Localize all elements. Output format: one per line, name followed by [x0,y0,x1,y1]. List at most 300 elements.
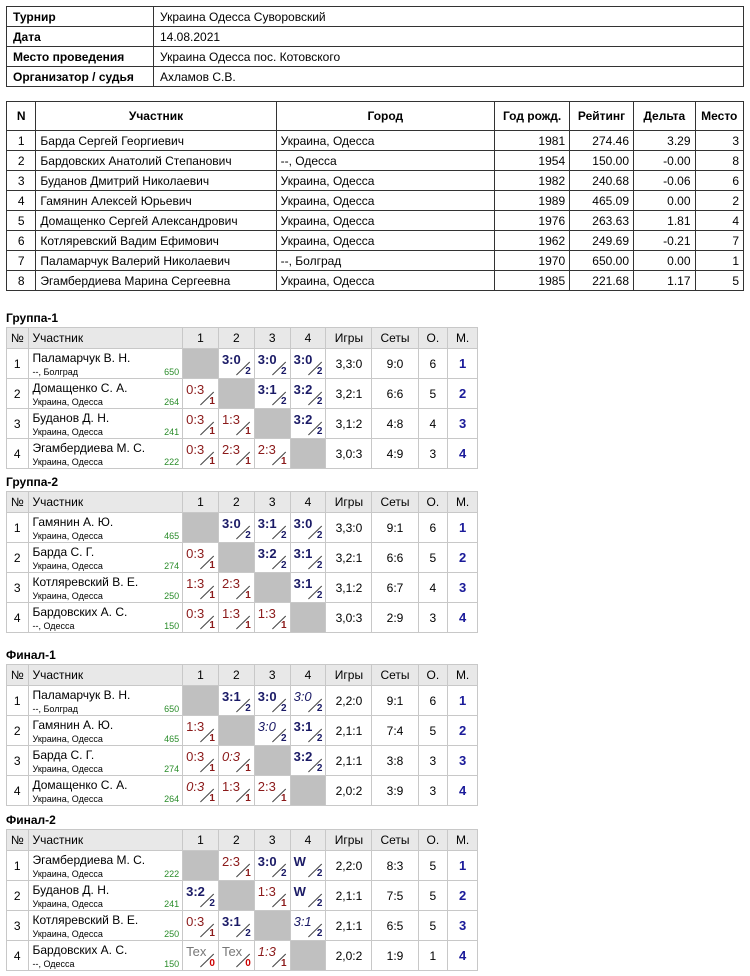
participant-cell: 274.46 [570,131,634,151]
group-player [28,911,183,941]
participant-cell: 1976 [495,211,570,231]
self-cell [218,379,254,409]
points-cell: 4 [418,409,448,439]
player-rating: 250 [164,591,180,601]
match-score: 3:2 [257,546,277,561]
participant-cell: 1.81 [634,211,696,231]
games-cell: 2,1:1 [326,746,372,776]
match-result [183,409,218,438]
group-header-cell: О. [418,830,448,851]
sets-cell: 4:8 [372,409,418,439]
games-cell: 3,2:1 [326,379,372,409]
games-cell: 3,1:2 [326,573,372,603]
match-result [291,543,326,572]
player-city: Украина, Одесса [32,591,103,601]
participant-cell: 1962 [495,231,570,251]
match-cell [218,746,254,776]
participant-cell: 263.63 [570,211,634,231]
place-cell: 2 [448,716,478,746]
match-result [291,513,326,542]
match-points: 1 [281,456,287,467]
group-player [28,716,183,746]
player-city: --, Болград [32,367,79,377]
match-cell [290,409,326,439]
participant-cell: 221.68 [570,271,634,291]
match-result [255,851,290,880]
match-points: 2 [316,763,323,774]
group-row [7,603,478,633]
match-points: 1 [245,456,251,467]
match-cell [290,911,326,941]
group-row [7,881,478,911]
info-row [7,27,744,47]
group-row-number: 3 [7,746,29,776]
group-row [7,349,478,379]
match-result [183,881,218,910]
sets-cell: 9:1 [372,513,418,543]
match-points: 2 [281,366,287,377]
match-points: 2 [281,868,287,879]
match-result [183,439,218,468]
match-points: 2 [281,733,287,744]
player-rating: 650 [164,367,180,377]
match-points: 1 [209,560,215,571]
group-row-number: 2 [7,881,29,911]
match-score: 3:0 [221,516,241,531]
match-points: 1 [209,396,215,407]
group-row-number: 2 [7,543,29,573]
self-cell [183,851,219,881]
player-rating: 222 [164,869,180,879]
match-score: 0:3 [186,749,205,764]
match-cell [254,686,290,716]
place-cell: 4 [448,439,478,469]
match-score: 3:0 [257,352,277,367]
participant-cell: Эгамбердиева Марина Сергеевна [36,271,276,291]
match-points: 2 [316,590,323,601]
player-rating: 264 [164,397,180,407]
player-city: Украина, Одесса [32,899,103,909]
participant-cell: 2 [695,191,743,211]
match-cell [290,379,326,409]
match-score: 1:3 [186,719,205,734]
match-score: 0:3 [186,914,205,929]
group-header-row [7,492,478,513]
group-header-cell: Участник [28,665,183,686]
player-name: Паламарчук В. Н. [32,351,131,365]
match-cell [254,716,290,746]
match-cell [218,349,254,379]
match-score: 0:3 [186,412,205,427]
points-cell: 3 [418,776,448,806]
place-cell: 1 [448,349,478,379]
participant-cell: Украина, Одесса [276,211,494,231]
player-city: Украина, Одесса [32,929,103,939]
player-city: --, Болград [32,704,79,714]
group-title: Группа-2 [6,475,59,489]
match-points: 1 [209,456,215,467]
group-header-cell: М. [448,830,478,851]
group-player [28,439,183,469]
info-label: Турнир [7,7,154,27]
match-result [255,716,290,745]
place-cell: 4 [448,603,478,633]
match-points: 2 [316,898,323,909]
match-cell [290,349,326,379]
match-cell [183,409,219,439]
self-cell [183,686,219,716]
match-score: 3:0 [221,352,241,367]
match-points: 1 [281,620,287,631]
group-row [7,776,478,806]
match-score: 1:3 [221,779,241,794]
participant-cell: 1 [7,131,36,151]
match-cell [290,881,326,911]
match-cell [290,851,326,881]
match-points: 2 [245,703,251,714]
participant-cell: Украина, Одесса [276,191,494,211]
group-header-cell: Сеты [372,328,418,349]
participant-cell: Гамянин Алексей Юрьевич [36,191,276,211]
group-player [28,686,183,716]
info-label: Организатор / судья [7,67,154,87]
player-name: Буданов Д. Н. [32,411,110,425]
match-points: 1 [209,793,215,804]
games-cell: 2,0:2 [326,776,372,806]
self-cell [218,716,254,746]
player-city: --, Одесса [32,621,75,631]
match-cell [218,573,254,603]
group-player [28,409,183,439]
participant-cell: -0.06 [634,171,696,191]
match-points: 1 [281,898,287,909]
match-score: 3:0 [257,689,277,704]
info-value: 14.08.2021 [154,27,744,47]
match-score: 1:3 [186,576,205,591]
match-points: 1 [209,590,215,601]
match-score: 3:0 [257,719,276,734]
games-cell: 2,1:1 [326,911,372,941]
match-points: 2 [316,703,323,714]
match-points: 1 [281,958,287,969]
participant-cell: -0.00 [634,151,696,171]
player-city: Украина, Одесса [32,561,103,571]
match-cell [218,686,254,716]
match-points: 2 [245,366,251,377]
match-result [255,603,290,632]
points-cell: 5 [418,851,448,881]
match-result [183,573,218,602]
group-header-cell: Участник [28,328,183,349]
self-cell [254,746,290,776]
group-row-number: 4 [7,776,29,806]
participant-cell: 1981 [495,131,570,151]
self-cell [290,776,326,806]
match-cell [218,439,254,469]
points-cell: 6 [418,349,448,379]
group-row [7,911,478,941]
match-cell [183,543,219,573]
group-header-cell: 3 [254,665,290,686]
match-points: 1 [209,620,215,631]
match-result [219,573,254,602]
group-row-number: 2 [7,379,29,409]
match-cell [183,911,219,941]
group-table [6,829,478,971]
participant-cell: 3 [7,171,36,191]
match-result [255,543,290,572]
match-score: Tex [221,944,243,959]
match-points: 2 [281,703,287,714]
games-cell: 2,1:1 [326,881,372,911]
match-cell [218,776,254,806]
player-rating: 250 [164,929,180,939]
info-row [7,47,744,67]
group-title: Группа-1 [6,311,59,325]
player-rating: 222 [164,457,180,467]
participant-row [7,191,744,211]
info-value: Украина Одесса Суворовский [154,7,744,27]
match-result [183,776,218,805]
match-points: 2 [245,928,251,939]
games-cell: 2,2:0 [326,686,372,716]
sets-cell: 9:0 [372,349,418,379]
group-row [7,409,478,439]
place-cell: 4 [448,776,478,806]
group-row [7,686,478,716]
match-score: 2:3 [257,442,276,457]
group-player [28,603,183,633]
match-result [183,941,218,970]
match-score: 1:3 [257,944,276,959]
match-cell [218,513,254,543]
participant-cell: Буданов Дмитрий Николаевич [36,171,276,191]
match-score: 0:3 [186,382,205,397]
player-city: Украина, Одесса [32,794,103,804]
match-score: 3:1 [293,914,312,929]
match-points: 2 [316,366,323,377]
group-header-cell: Сеты [372,665,418,686]
match-cell [218,851,254,881]
match-cell [254,543,290,573]
info-value: Украина Одесса пос. Котовского [154,47,744,67]
match-cell [254,776,290,806]
participant-cell: Домащенко Сергей Александрович [36,211,276,231]
match-score: 3:1 [293,546,313,561]
match-cell [183,881,219,911]
points-cell: 5 [418,716,448,746]
match-points: 2 [316,928,323,939]
match-score: W [293,884,306,899]
match-score: 2:3 [221,854,241,869]
self-cell [254,911,290,941]
participant-cell: 150.00 [570,151,634,171]
group-header-cell: 4 [290,328,326,349]
sets-cell: 8:3 [372,851,418,881]
match-result [219,439,254,468]
points-cell: 5 [418,911,448,941]
match-score: 0:3 [221,749,241,764]
participant-cell: 8 [695,151,743,171]
group-player [28,881,183,911]
match-result [219,776,254,805]
group-header-cell: М. [448,665,478,686]
match-result [183,603,218,632]
place-cell: 1 [448,686,478,716]
group-player [28,543,183,573]
sets-cell: 6:6 [372,379,418,409]
group-row-number: 2 [7,716,29,746]
match-result [255,776,290,805]
match-result [255,513,290,542]
match-score: 3:2 [293,749,313,764]
match-result [291,573,326,602]
match-cell [183,746,219,776]
points-cell: 3 [418,746,448,776]
match-points: 1 [245,426,251,437]
group-header-cell: 3 [254,328,290,349]
info-value: Ахламов С.В. [154,67,744,87]
match-result [219,686,254,715]
games-cell: 3,3:0 [326,513,372,543]
participants-header-cell: Место [695,102,743,131]
group-header-cell: № [7,328,29,349]
group-header-cell: 2 [218,328,254,349]
match-cell [218,409,254,439]
group-header-cell: № [7,665,29,686]
match-points: 2 [316,396,323,407]
group-header-cell: 2 [218,830,254,851]
player-city: Украина, Одесса [32,764,103,774]
player-city: Украина, Одесса [32,457,103,467]
match-score: Tex [186,944,207,959]
match-result [183,716,218,745]
player-name: Бардовских А. С. [32,943,128,957]
match-score: 0:3 [186,606,205,621]
match-score: 2:3 [221,576,241,591]
match-cell [218,911,254,941]
player-city: Украина, Одесса [32,734,103,744]
points-cell: 5 [418,543,448,573]
group-header-cell: 3 [254,492,290,513]
place-cell: 3 [448,573,478,603]
match-points: 2 [209,898,215,909]
participant-cell: 1.17 [634,271,696,291]
match-points: 1 [281,793,287,804]
place-cell: 2 [448,881,478,911]
participant-cell: Украина, Одесса [276,271,494,291]
player-name: Домащенко С. А. [32,381,128,395]
participant-cell: 6 [695,171,743,191]
match-result [219,941,254,970]
participant-cell: 0.00 [634,251,696,271]
player-name: Эгамбердиева М. С. [32,853,146,867]
participant-row [7,131,744,151]
match-points: 2 [316,426,323,437]
match-score: 0:3 [186,546,205,561]
group-player [28,776,183,806]
match-result [291,686,326,715]
group-table [6,327,478,469]
group-header-cell: Игры [326,328,372,349]
group-header-cell: Участник [28,830,183,851]
games-cell: 2,1:1 [326,716,372,746]
group-row-number: 4 [7,941,29,971]
participant-cell: 1982 [495,171,570,191]
participant-cell: 240.68 [570,171,634,191]
match-result [291,409,326,438]
group-header-cell: 1 [183,665,219,686]
match-result [219,513,254,542]
participants-table [6,101,744,291]
player-city: Украина, Одесса [32,427,103,437]
group-player [28,851,183,881]
info-label: Место проведения [7,47,154,67]
group-header-cell: Сеты [372,492,418,513]
group-header-cell: О. [418,665,448,686]
sets-cell: 6:6 [372,543,418,573]
self-cell [290,603,326,633]
participant-row [7,171,744,191]
participant-cell: 1989 [495,191,570,211]
match-points: 2 [316,530,323,541]
points-cell: 6 [418,513,448,543]
group-row-number: 3 [7,409,29,439]
participant-cell: 0.00 [634,191,696,211]
match-points: 1 [245,763,251,774]
match-result [255,379,290,408]
match-cell [290,746,326,776]
match-cell [183,439,219,469]
match-points: 1 [245,793,251,804]
match-result [219,603,254,632]
player-name: Эгамбердиева М. С. [32,441,146,455]
match-cell [183,776,219,806]
participant-cell: 8 [7,271,36,291]
match-points: 0 [245,958,251,969]
sets-cell: 1:9 [372,941,418,971]
player-name: Барда С. Г. [32,545,95,559]
participant-cell: 5 [695,271,743,291]
sets-cell: 9:1 [372,686,418,716]
player-rating: 150 [164,621,180,631]
match-result [255,941,290,970]
match-result [255,881,290,910]
match-cell [183,573,219,603]
player-name: Домащенко С. А. [32,778,128,792]
player-rating: 264 [164,794,180,804]
participant-cell: 7 [695,231,743,251]
group-player [28,746,183,776]
group-header-cell: Игры [326,665,372,686]
match-points: 2 [281,560,287,571]
games-cell: 3,0:3 [326,603,372,633]
group-row [7,513,478,543]
player-city: Украина, Одесса [32,869,103,879]
sets-cell: 3:8 [372,746,418,776]
place-cell: 2 [448,379,478,409]
match-result [183,746,218,775]
match-result [291,881,326,910]
self-cell [183,349,219,379]
player-name: Гамянин А. Ю. [32,718,114,732]
match-result [219,911,254,940]
participant-cell: --, Одесса [276,151,494,171]
participant-cell: 7 [7,251,36,271]
group-header-cell: Игры [326,492,372,513]
tournament-info-table [6,6,744,87]
match-cell [183,603,219,633]
